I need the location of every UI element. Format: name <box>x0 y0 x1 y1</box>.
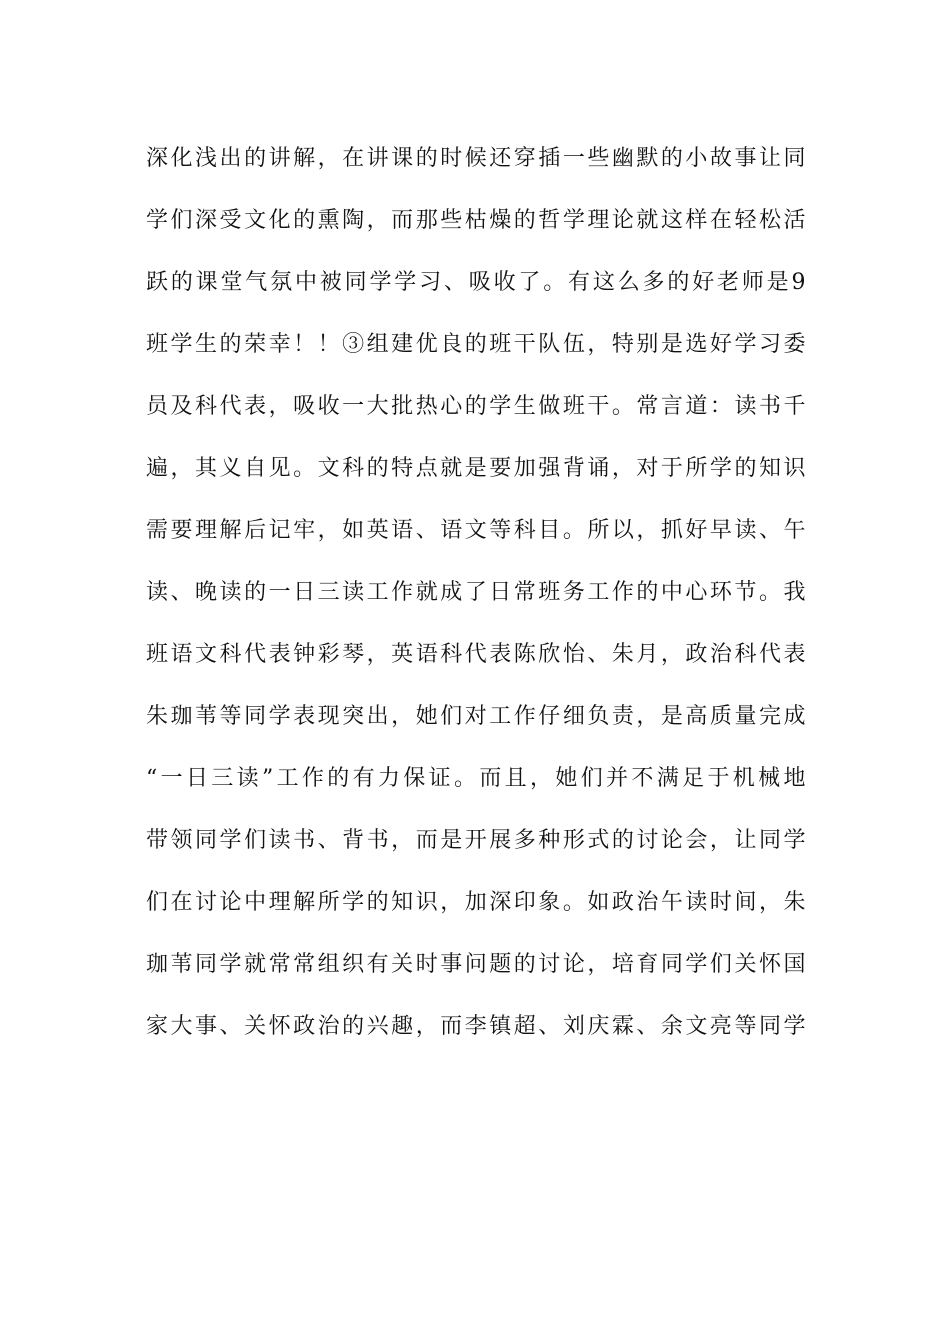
body-text <box>146 128 806 1058</box>
text-line-15: 家大事、关怀政治的兴趣，而李镇超、刘庆霖、余文亮等同学 <box>146 1014 806 1039</box>
text-line-11: “一日三读”工作的有力保证。而且，她们并不满足于机械地 <box>146 766 806 791</box>
text-line-1: 深化浅出的讲解，在讲课的时候还穿插一些幽默的小故事让同 <box>146 146 806 171</box>
text-line-8: 读、晚读的一日三读工作就成了日常班务工作的中心环节。我 <box>146 580 806 605</box>
text-line-14: 珈苇同学就常常组织有关时事问题的讨论，培育同学们关怀国 <box>146 952 806 977</box>
text-line-2: 学们深受文化的熏陶，而那些枯燥的哲学理论就这样在轻松活 <box>146 208 806 233</box>
text-line-9: 班语文科代表钟彩琴，英语科代表陈欣怡、朱月，政治科代表 <box>146 642 806 667</box>
text-line-5: 员及科代表，吸收一大批热心的学生做班干。常言道：读书千 <box>146 394 806 419</box>
text-line-7: 需要理解后记牢，如英语、语文等科目。所以，抓好早读、午 <box>146 518 806 543</box>
text-line-4: 班学生的荣幸！！③组建优良的班干队伍，特别是选好学习委 <box>146 332 806 357</box>
text-line-3: 跃的课堂气氛中被同学学习、吸收了。有这么多的好老师是9 <box>146 270 806 295</box>
text-line-10: 朱珈苇等同学表现突出，她们对工作仔细负责，是高质量完成 <box>146 704 806 729</box>
text-line-6: 遍，其义自见。文科的特点就是要加强背诵，对于所学的知识 <box>146 456 806 481</box>
text-line-13: 们在讨论中理解所学的知识，加深印象。如政治午读时间，朱 <box>146 890 806 915</box>
text-line-12: 带领同学们读书、背书，而是开展多种形式的讨论会，让同学 <box>146 828 806 853</box>
